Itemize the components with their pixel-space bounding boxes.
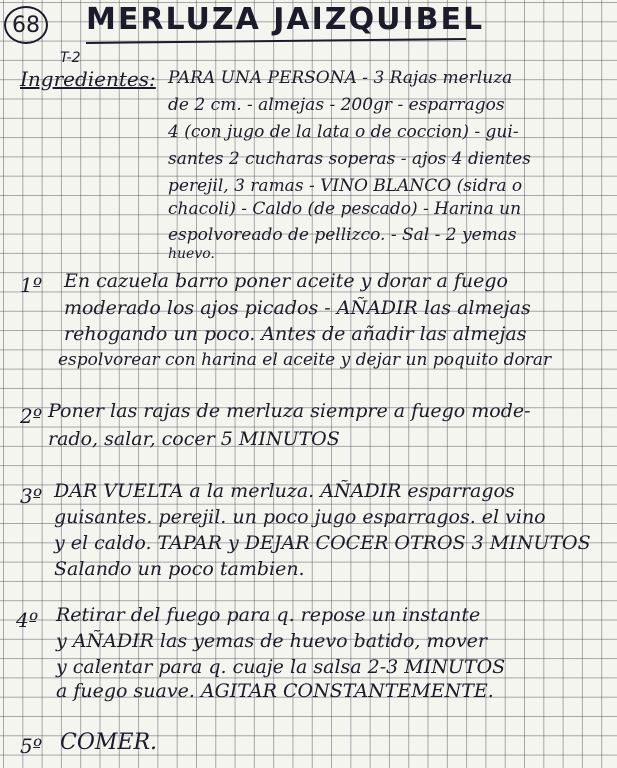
step-line: guisantes. perejil. un poco jugo esparragos. el vino: [54, 506, 546, 528]
step-line: Salando un poco tambien.: [54, 558, 305, 580]
ingredient-line: de 2 cm. - almejas - 200gr - esparragos: [168, 95, 505, 115]
step-line: y AÑADIR las yemas de huevo batido, mover: [56, 630, 488, 652]
ingredients-label: Ingredientes:: [20, 67, 156, 91]
step-line: DAR VUELTA a la merluza. AÑADIR esparragos: [54, 480, 515, 502]
recipe-title: MERLUZA JAIZQUIBEL: [86, 2, 485, 37]
step-line: En cazuela barro poner aceite y dorar a fuego: [64, 270, 508, 292]
step-number: 5º: [20, 734, 43, 758]
ingredient-line: perejil, 3 ramas - VINO BLANCO (sidra o: [168, 176, 523, 196]
step-line: y el caldo. TAPAR y DEJAR COCER OTROS 3 MINUTOS: [54, 532, 591, 554]
ingredient-line: 4 (con jugo de la lata o de coccion) - gui-: [168, 122, 519, 142]
ingredient-line: espolvoreado de pellizco. - Sal - 2 yemas: [168, 225, 517, 245]
ingredient-line: chacoli) - Caldo (de pescado) - Harina un: [168, 199, 522, 219]
step-line: rehogando un poco. Antes de añadir las almejas: [64, 323, 527, 345]
step-line: COMER.: [60, 730, 158, 755]
step-line: Retirar del fuego para q. repose un instante: [56, 604, 481, 626]
step-number: 2º: [20, 404, 43, 428]
step-line: moderado los ajos picados - AÑADIR las almejas: [64, 297, 531, 319]
ingredient-line: huevo.: [168, 246, 215, 262]
ingredient-line: santes 2 cucharas soperas - ajos 4 dientes: [168, 149, 531, 169]
step-number: 3º: [20, 484, 43, 508]
step-number: 1º: [20, 273, 43, 297]
ingredient-line: PARA UNA PERSONA - 3 Rajas merluza: [168, 68, 513, 88]
step-line: espolvorear con harina el aceite y dejar un poquito dorar: [58, 350, 552, 370]
step-line: y calentar para q. cuaje la salsa 2-3 MINUTOS: [56, 656, 506, 678]
title-underline: [86, 38, 466, 44]
step-line: a fuego suave. AGITAR CONSTANTEMENTE.: [56, 680, 494, 702]
step-line: rado, salar, cocer 5 MINUTOS: [48, 428, 340, 450]
step-line: Poner las rajas de merluza siempre a fuego mode-: [48, 400, 531, 422]
recipe-number: 68: [4, 6, 48, 44]
step-number: 4º: [16, 608, 39, 632]
recipe-tag: T-2: [60, 50, 81, 66]
